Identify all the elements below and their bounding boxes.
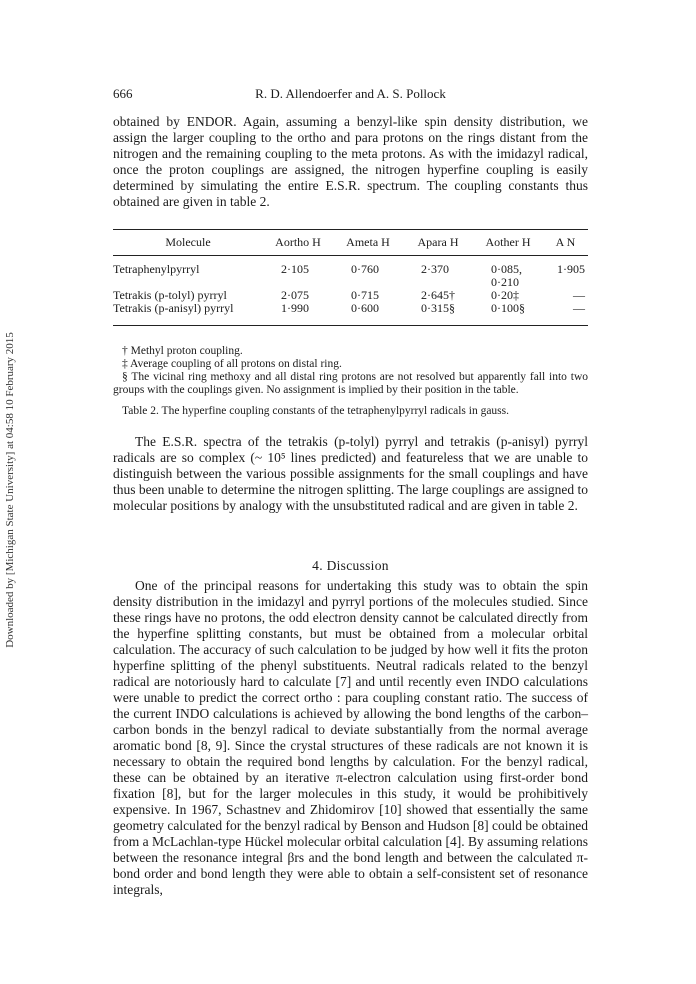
footnote-double-dagger: ‡ Average coupling of all protons on distal ring. xyxy=(122,358,342,370)
cell-meta: 0·760 xyxy=(351,262,379,276)
page-number: 666 xyxy=(113,86,133,101)
footnote-dagger: † Methyl proton coupling. xyxy=(122,345,243,357)
paragraph-3-text: One of the principal reasons for undertaking this study was to obtain the spin density distribution in the imidazyl and pyrryl portions of the molecules studied. Since these rings have no protons, the odd electron density cannot be calculated directly from the hyperfine splitting constants, but must be obtained from a molecular orbital calculation. The accuracy of such calculation to be judged by how well it fits the proton hyperfine splitting of the phenyl substituents. Neutral radicals related to the benzyl radical are notoriously hard to calculate [7] and until recently even INDO calculations were unable to predict the correct ortho : para coupling constant ratio. The success of the current INDO calculations is achieved by allowing the bond lengths of the carbon–carbon bonds in the benzyl radical to deviate substantially from the normal average aromatic bond [8, 9]. Since the crystal structures of these radicals are not known it is necessary to obtain the required bond lengths by calculation. For the benzyl radical, these can be obtained by an iterative π-electron calculation using first-order bond fixation [8], but for the larger molecules in this study, it would be prohibitively expensive. In 1967, Schastnev and Zhidomirov [10] showed that essentially the same geometry calculated for the benzyl radical by Benson and Hudson [8] could be obtained from a McLachlan-type Hückel molecular orbital calculation [4]. By assuming relations between the resonance integral βrs and the bond length and between the calculated π-bond order and bond length they were able to obtain a self-consistent set of resonance integrals, xyxy=(113,578,588,897)
header-molecule: Molecule xyxy=(165,235,211,249)
table-row xyxy=(113,302,588,315)
paragraph-1-text: obtained by ENDOR. Again, assuming a benzyl-like spin density distribution, we assign the larger coupling to the ortho and para protons on the rings distant from the nitrogen and the remaining coupling to the meta protons. As with the imidazyl radical, once the proton couplings are assigned, the nitrogen hyperfine coupling is easily determined by simulating the entire E.S.R. spectrum. The coupling constants thus obtained are given in table 2. xyxy=(113,114,588,209)
cell-other: 0·20‡ xyxy=(491,288,519,302)
table-bottom-rule xyxy=(113,325,588,326)
header-meta: Ameta H xyxy=(346,235,390,249)
running-header xyxy=(113,86,588,104)
cell-ortho: 2·075 xyxy=(281,288,309,302)
footnote-section-sign: § The vicinal ring methoxy and all distal ring protons are not resolved but apparently fall into two groups with the couplings given. No assignment is implied by their position in the table. xyxy=(113,371,588,396)
cell-para: 0·315§ xyxy=(421,301,455,315)
section-heading: 4. Discussion xyxy=(312,558,389,573)
table-header-row xyxy=(113,230,588,255)
cell-meta: 0·715 xyxy=(351,288,379,302)
cell-other-line-2: 0·210 xyxy=(491,275,519,289)
cell-other xyxy=(473,263,543,289)
cell-nitrogen: 1·905 xyxy=(557,262,585,276)
cell-meta: 0·600 xyxy=(351,301,379,315)
download-watermark xyxy=(0,210,20,770)
cell-nitrogen: — xyxy=(573,301,585,315)
paragraph-3 xyxy=(113,578,588,898)
cell-nitrogen: — xyxy=(573,288,585,302)
cell-para: 2·370 xyxy=(421,262,449,276)
header-para: Apara H xyxy=(417,235,459,249)
cell-molecule: Tetrakis (p-anisyl) pyrryl xyxy=(113,301,234,315)
header-ortho: Aortho H xyxy=(275,235,321,249)
running-header-authors: R. D. Allendoerfer and A. S. Pollock xyxy=(255,86,446,101)
table-caption: Table 2. The hyperfine coupling constants of the tetraphenylpyrryl radicals in gauss. xyxy=(122,405,509,417)
paragraph-2 xyxy=(113,434,588,514)
table-2 xyxy=(113,229,588,326)
cell-other-line-1: 0·085, xyxy=(491,262,522,276)
table-row xyxy=(113,263,588,289)
download-watermark-text: Downloaded by [Michigan State University] at 04:58 10 February 2015 xyxy=(4,332,16,648)
header-nitrogen: A N xyxy=(555,235,576,249)
coupling-table xyxy=(113,230,588,326)
table-footnotes xyxy=(113,345,588,397)
cell-molecule: Tetrakis (p-tolyl) pyrryl xyxy=(113,288,227,302)
cell-ortho: 2·105 xyxy=(281,262,309,276)
cell-molecule: Tetraphenylpyrryl xyxy=(113,262,200,276)
cell-other: 0·100§ xyxy=(491,301,525,315)
paragraph-1 xyxy=(113,114,588,210)
header-other: Aother H xyxy=(485,235,531,249)
cell-para: 2·645† xyxy=(421,288,455,302)
paragraph-2-text: The E.S.R. spectra of the tetrakis (p-tolyl) pyrryl and tetrakis (p-anisyl) pyrryl radicals are so complex (~ 10⁵ lines predicted) and featureless that we are unable to distinguish between the various possible assignments for the small couplings and have thus been unable to determine the nitrogen splitting. The large couplings are assigned to molecular positions by analogy with the unsubstituted radical and are given in table 2. xyxy=(113,434,588,513)
cell-ortho: 1·990 xyxy=(281,301,309,315)
